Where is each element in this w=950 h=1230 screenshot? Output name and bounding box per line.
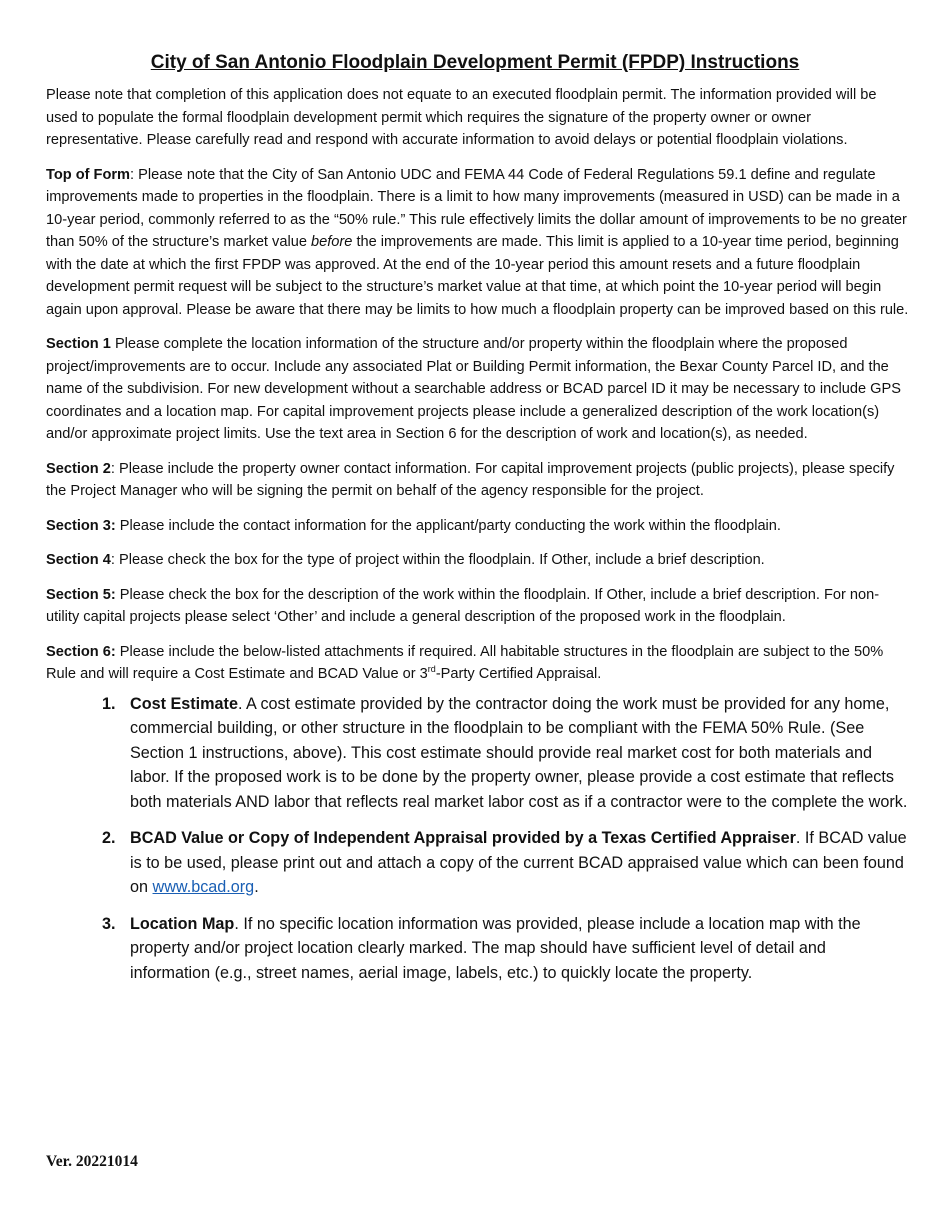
section-1-label: Section 1 [46,336,111,352]
section-2-label: Section 2 [46,460,111,477]
section-2-paragraph [46,458,910,503]
document-body [46,84,910,997]
version-label: Ver. 20221014 [46,1153,138,1170]
top-of-form-text-before: : Please note that the City of San Antonio UDC and FEMA 44 Code of Federal Regulations 59.1 define and regulate improvements made to properties in the floodplain. There is a limit to how many improvements (measured in USD) can be made in a 10-year period, commonly referred to as the “50% rule.” This rule effectively limits the dollar amount of improvements to be no greater than 50% of the structure’s market value [46,166,907,250]
list-item-text: . A cost estimate provided by the contractor doing the work must be provided for any home, commercial building, or other structure in the floodplain to be compliant with the FEMA 50% Rule. (See Section 1 instructions, above). This cost estimate should provide real market cost for both materials and labor. If the proposed work is to be done by the property owner, please provide a cost estimate that reflects both materials AND labor that reflects real market labor cost as if a contractor were to the complete the work. [130,694,908,811]
list-item-text: . If BCAD value is to be used, please print out and attach a copy of the current BCAD appraised value which can been found on [130,829,907,896]
top-of-form-emphasis: before [311,234,353,250]
section-6-paragraph [46,641,910,686]
list-item-text: . If no specific location information was provided, please include a location map with the property and/or project location clearly marked. The map should have sufficient level of detail and information (e.g., street names, aerial image, labels, etc.) to quickly locate the property. [130,914,861,982]
section-6-text-after: -Party Certified Appraisal. [435,666,602,682]
section-5-text: Please check the box for the description of the work within the floodplain. If Other, include a brief description. For non-utility capital projects please select ‘Other’ and include a general description of the proposed work in the floodplain. [46,586,880,625]
section-4-text: : Please check the box for the type of project within the floodplain. If Other, include a brief description. [110,552,765,568]
list-item-number: 1. [102,694,116,713]
list-item [46,912,910,986]
list-item-title: Cost Estimate [130,694,238,713]
section-4-paragraph [46,549,910,572]
list-item [46,826,910,900]
section-5-label: Section 5: [46,586,116,603]
section-2-text: : Please include the property owner contact information. For capital improvement projects (public projects), please specify the Project Manager who will be signing the permit on behalf of the agency responsible for the project. [46,460,895,499]
list-item-number: 2. [102,829,116,847]
section-6-label: Section 6: [46,643,116,660]
list-item [46,692,910,815]
page-title: City of San Antonio Floodplain Development Permit (FPDP) Instructions [150,52,800,73]
intro-paragraph: Please note that completion of this application does not equate to an executed floodplain permit. The information provided will be used to populate the formal floodplain development permit which requires the signature of the property owner or owner representative. Please carefully read and respond with accurate information to avoid delays or potential floodplain violations. [46,87,877,148]
attachments-list [46,692,910,986]
section-3-text: Please include the contact information for the applicant/party conducting the work within the floodplain. [115,517,781,534]
section-3-label: Section 3: [46,517,116,534]
top-of-form-paragraph [46,164,910,322]
section-1-text: Please complete the location information of the structure and/or property within the floodplain where the proposed project/improvements are to occur. Include any associated Plat or Building Permit information, the Bexar County Parcel ID, and the name of the subdivision. For new development without a searchable address or BCAD parcel ID it may be necessary to include GPS coordinates and a location map. For capital improvement projects please include a generalized description of the work location(s) and/or approximate project limits. Use the text area in Section 6 for the description of work and location(s), as needed. [46,336,901,442]
section-6-superscript: rd [427,664,436,675]
top-of-form-text-after: the improvements are made. This limit is applied to a 10-year time period, beginning with the date at which the first FPDP was approved. At the end of the 10-year period this amount resets and a future floodplain development permit request will be subject to the structure’s market value at that time, at which point the 10-year period will begin again upon approval. Please be aware that there may be limits to how much a floodplain property can be improved based on this rule. [46,234,909,318]
top-of-form-label: Top of Form [46,166,131,183]
section-3-paragraph [46,515,910,538]
section-5-paragraph [46,584,910,629]
list-item-title: BCAD Value or Copy of Independent Appraisal provided by a Texas Certified Appraiser [130,829,796,847]
list-item-text-end: . [254,878,259,896]
section-1-paragraph [46,333,910,446]
section-4-label: Section 4 [46,552,111,568]
list-item-title: Location Map [130,914,235,933]
section-6-text-before: Please include the below-listed attachments if required. All habitable structures in the floodplain are subject to the 50% Rule and will require a Cost Estimate and BCAD Value or 3 [46,643,884,682]
list-item-number: 3. [102,914,116,933]
bcad-website-link[interactable]: www.bcad.org [152,878,255,896]
